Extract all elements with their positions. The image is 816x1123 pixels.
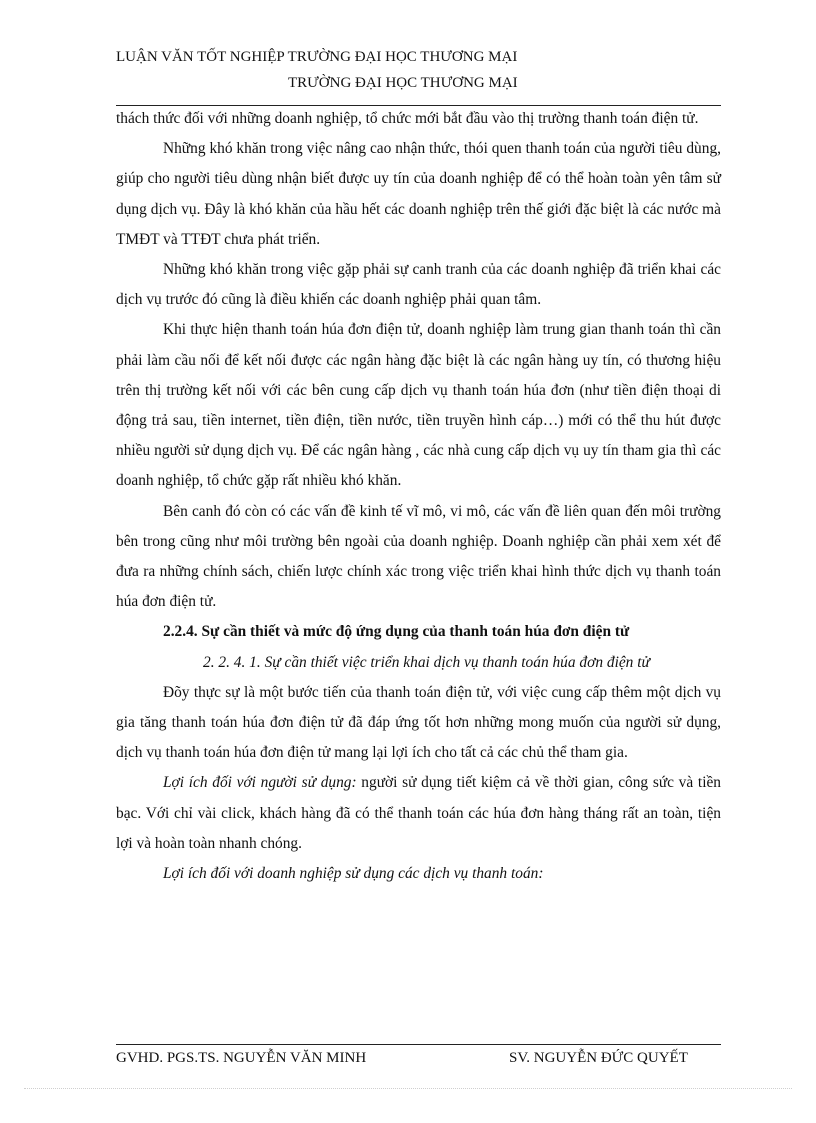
paragraph-awareness: Những khó khăn trong việc nâng cao nhận thức, thói quen thanh toán của người tiêu dùng, giúp cho người tiêu dùng nhận biết được uy tín của doanh nghiệp để có thể hoàn toàn yên tâm sử dụng dịch vụ. Đây là khó khăn của hầu hết các doanh nghiệp trên thế giới đặc biệt là các nước mà TMĐT và TTĐT chưa phát triển. [116,140,721,248]
paragraph-macro-issues: Bên canh đó còn có các vấn đề kinh tế vĩ mô, vi mô, các vấn đề liên quan đến môi trường bên trong cũng như môi trường bên ngoài của doanh nghiệp. Doanh nghiệp cần phải xem xét để đưa ra những chính sách, chiến lược chính xác trong việc triển khai hình thức dịch vụ thanh toán húa đơn điện tử. [116,502,721,611]
paragraph-business-benefits [116,859,721,889]
footer-supervisor: GVHD. PGS.TS. NGUYỄN VĂN MINH [116,1050,367,1066]
paragraph-continuation: thách thức đối với những doanh nghiệp, tổ chức mới bắt đầu vào thị trường thanh toán điện tử. [116,110,699,127]
paragraph-user-benefits [116,768,721,859]
footer-student: SV. NGUYỄN ĐỨC QUYẾT [509,1050,688,1066]
business-benefits-label: Lợi ích đối với doanh nghiệp sử dụng các dịch vụ thanh toán: [163,865,544,883]
header-title-line2: TRƯỜNG ĐẠI HỌC THƯƠNG MẠI [288,75,518,91]
header-title-line1: LUẬN VĂN TỐT NGHIỆP TRƯỜNG ĐẠI HỌC THƯƠNG MẠI [116,49,518,65]
paragraph-bank-connection: Khi thực hiện thanh toán húa đơn điện tử, doanh nghiệp làm trung gian thanh toán thì cần phải làm cầu nối để kết nối được các ngân hàng đặc biệt là các ngân hàng uy tín, có thương hiệu trên thị trường kết nối với các bên cung cấp dịch vụ thanh toán húa đơn (như tiền điện thoại di động trả sau, tiền internet, tiền điện, tiền nước, tiền truyền hình cáp…) mới có thể thu hút được nhiều người sử dụng dịch vụ. Để các ngân hàng , các nhà cung cấp dịch vụ uy tín tham gia thì các doanh nghiệp, tổ chức gặp rất nhiều khó khăn. [116,321,721,490]
user-benefits-text: người sử dụng tiết kiệm cả về thời gian, công sức và tiền bạc. Với chỉ vài click, khách hàng đã có thể thanh toán các húa đơn hàng tháng rất an toàn, tiện lợi và hoàn toàn nhanh chóng. [116,774,721,852]
paragraph-necessity: Đõy thực sự là một bước tiến của thanh toán điện tử, với việc cung cấp thêm một dịch vụ gia tăng thanh toán húa đơn điện tử đã đáp ứng tốt hơn những mong muốn của người sử dụng, dịch vụ thanh toán húa đơn điện tử mang lại lợi ích cho tất cả các chủ thể tham gia. [116,683,721,762]
document-body [116,104,721,889]
user-benefits-label: Lợi ích đối với người sử dụng: [163,774,357,792]
subsection-heading: 2. 2. 4. 1. Sự cần thiết việc triển khai dịch vụ thanh toán húa đơn điện tử [203,653,650,671]
section-heading: 2.2.4. Sự cần thiết và mức độ ứng dụng của thanh toán húa đơn điện tử [163,623,630,641]
paragraph-competition: Những khó khăn trong việc gặp phải sự canh tranh của các doanh nghiệp đã triển khai các dịch vụ trước đó cũng là điều khiến các doanh nghiệp phải quan tâm. [116,261,721,309]
footer-divider [116,1044,721,1045]
page-bottom-edge [24,1088,792,1089]
